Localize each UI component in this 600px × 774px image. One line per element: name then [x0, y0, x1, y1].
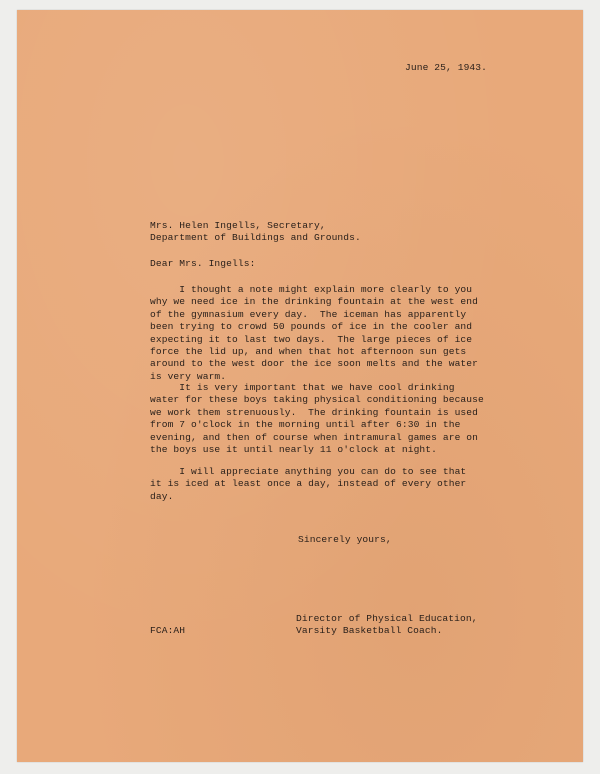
body-line: I will appreciate anything you can do to see that [150, 466, 467, 477]
closing: Sincerely yours, [298, 534, 392, 545]
body-line: the boys use it until nearly 11 o'clock at night. [150, 444, 438, 456]
signature-line: Varsity Basketball Coach. [296, 625, 443, 637]
body-line: force the lid up, and when that hot afternoon sun gets [150, 346, 467, 358]
body-line: It is very important that we have cool drinking [150, 382, 455, 393]
signature-block [296, 613, 478, 638]
body-line: I thought a note might explain more clearly to you [150, 284, 473, 295]
body-line: evening, and then of course when intramural games are on [150, 431, 479, 443]
body-line: it is iced at least once a day, instead of every other [150, 478, 467, 490]
body-line: of the gymnasium every day. The iceman has apparently [150, 308, 467, 320]
body-line: why we need ice in the drinking fountain at the west end [150, 296, 479, 308]
body-line: been trying to crowd 50 pounds of ice in the cooler and [150, 321, 473, 333]
body-line: from 7 o'clock in the morning until after 6:30 in the [150, 419, 461, 431]
body-paragraph [150, 284, 478, 383]
reference-initials: FCA:AH [150, 625, 186, 636]
body-paragraph [150, 466, 466, 503]
recipient-line: Department of Buildings and Grounds. [150, 232, 361, 244]
recipient-address [150, 220, 361, 245]
body-line: expecting it to last two days. The large pieces of ice [150, 333, 473, 345]
body-line: day. [150, 490, 174, 502]
body-paragraph [150, 382, 484, 456]
body-line: we work them strenuously. The drinking fountain is used [150, 406, 479, 418]
recipient-line: Mrs. Helen Ingells, Secretary, [150, 220, 326, 231]
body-line: is very warm. [150, 370, 227, 382]
salutation: Dear Mrs. Ingells: [150, 258, 256, 269]
body-line: around to the west door the ice soon melts and the water [150, 358, 479, 370]
body-line: water for these boys taking physical conditioning because [150, 394, 484, 406]
signature-line: Director of Physical Education, [296, 613, 478, 624]
letter-date: June 25, 1943. [405, 62, 488, 73]
